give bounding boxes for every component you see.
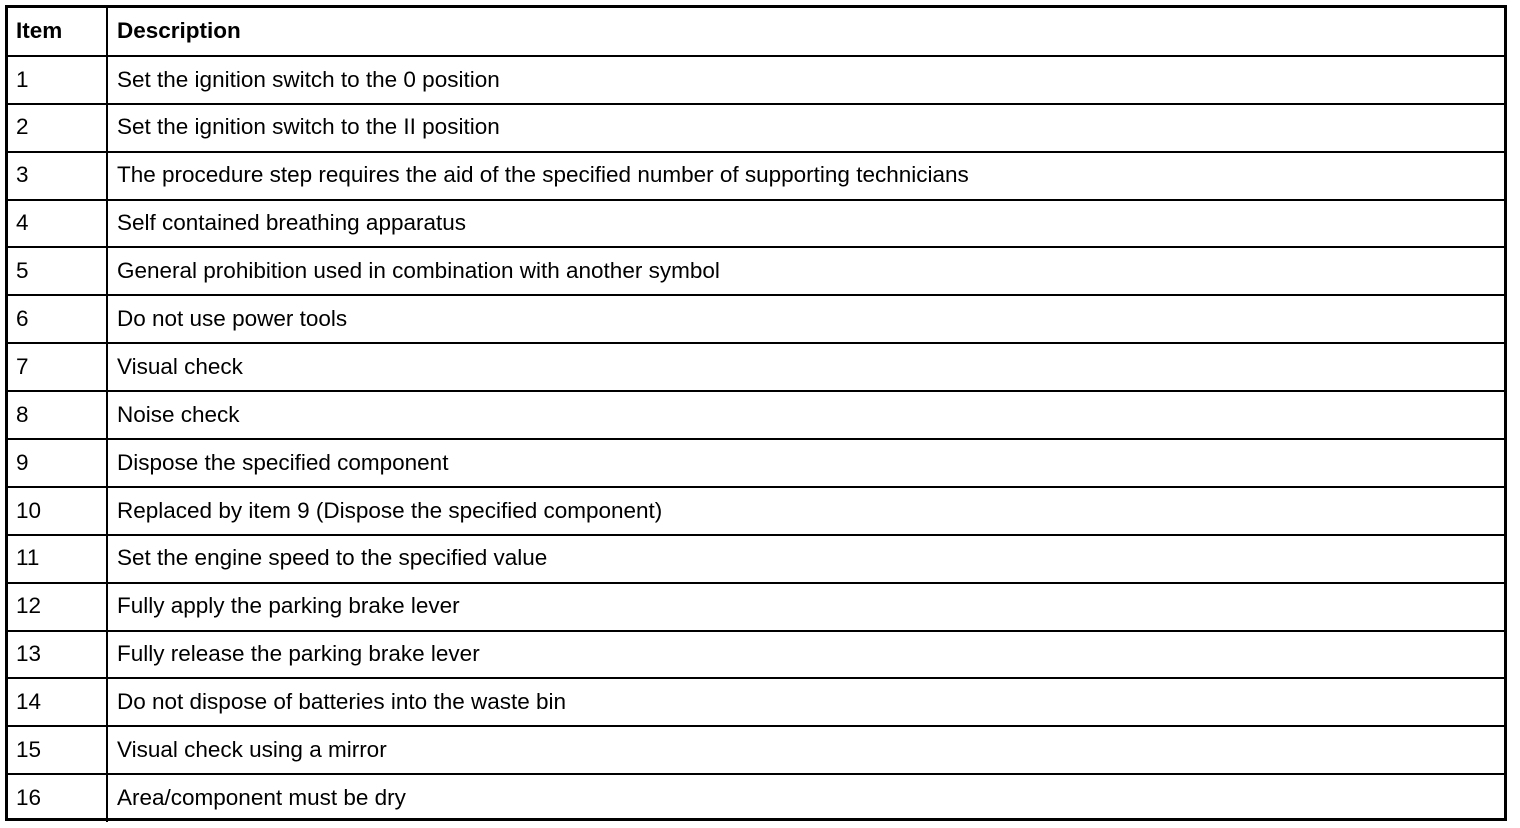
- cell-description: Do not dispose of batteries into the waste bin: [107, 678, 1504, 726]
- cell-item: 8: [8, 391, 107, 439]
- cell-item: 16: [8, 774, 107, 822]
- cell-item: 10: [8, 487, 107, 535]
- header-item: Item: [8, 8, 107, 56]
- table-row: [8, 343, 1504, 391]
- cell-item: 9: [8, 439, 107, 487]
- cell-item: 13: [8, 631, 107, 679]
- cell-description: General prohibition used in combination with another symbol: [107, 247, 1504, 295]
- cell-description: Area/component must be dry: [107, 774, 1504, 822]
- cell-description: Do not use power tools: [107, 295, 1504, 343]
- cell-item: 11: [8, 535, 107, 583]
- cell-description: Dispose the specified component: [107, 439, 1504, 487]
- table-row: [8, 678, 1504, 726]
- table-row: [8, 726, 1504, 774]
- table-row: [8, 391, 1504, 439]
- header-description: Description: [107, 8, 1504, 56]
- cell-item: 1: [8, 56, 107, 104]
- cell-description: Set the ignition switch to the II position: [107, 104, 1504, 152]
- item-description-table: [5, 5, 1507, 821]
- cell-item: 4: [8, 200, 107, 248]
- cell-description: Visual check using a mirror: [107, 726, 1504, 774]
- cell-description: Fully apply the parking brake lever: [107, 583, 1504, 631]
- table-row: [8, 631, 1504, 679]
- table-row: [8, 295, 1504, 343]
- cell-item: 7: [8, 343, 107, 391]
- table-body: [8, 56, 1504, 822]
- table-row: [8, 487, 1504, 535]
- cell-description: Noise check: [107, 391, 1504, 439]
- table-row: [8, 439, 1504, 487]
- table-header-row: [8, 8, 1504, 56]
- table-row: [8, 200, 1504, 248]
- cell-description: Set the ignition switch to the 0 position: [107, 56, 1504, 104]
- cell-description: Replaced by item 9 (Dispose the specified component): [107, 487, 1504, 535]
- cell-item: 15: [8, 726, 107, 774]
- cell-item: 2: [8, 104, 107, 152]
- table-row: [8, 104, 1504, 152]
- cell-description: Set the engine speed to the specified value: [107, 535, 1504, 583]
- table-row: [8, 247, 1504, 295]
- cell-item: 14: [8, 678, 107, 726]
- cell-description: Self contained breathing apparatus: [107, 200, 1504, 248]
- table-row: [8, 152, 1504, 200]
- cell-item: 3: [8, 152, 107, 200]
- cell-item: 6: [8, 295, 107, 343]
- symbol-table: [8, 8, 1504, 822]
- table-row: [8, 774, 1504, 822]
- table-row: [8, 535, 1504, 583]
- cell-item: 5: [8, 247, 107, 295]
- table-row: [8, 56, 1504, 104]
- cell-description: Visual check: [107, 343, 1504, 391]
- cell-item: 12: [8, 583, 107, 631]
- cell-description: The procedure step requires the aid of the specified number of supporting technicians: [107, 152, 1504, 200]
- cell-description: Fully release the parking brake lever: [107, 631, 1504, 679]
- table-row: [8, 583, 1504, 631]
